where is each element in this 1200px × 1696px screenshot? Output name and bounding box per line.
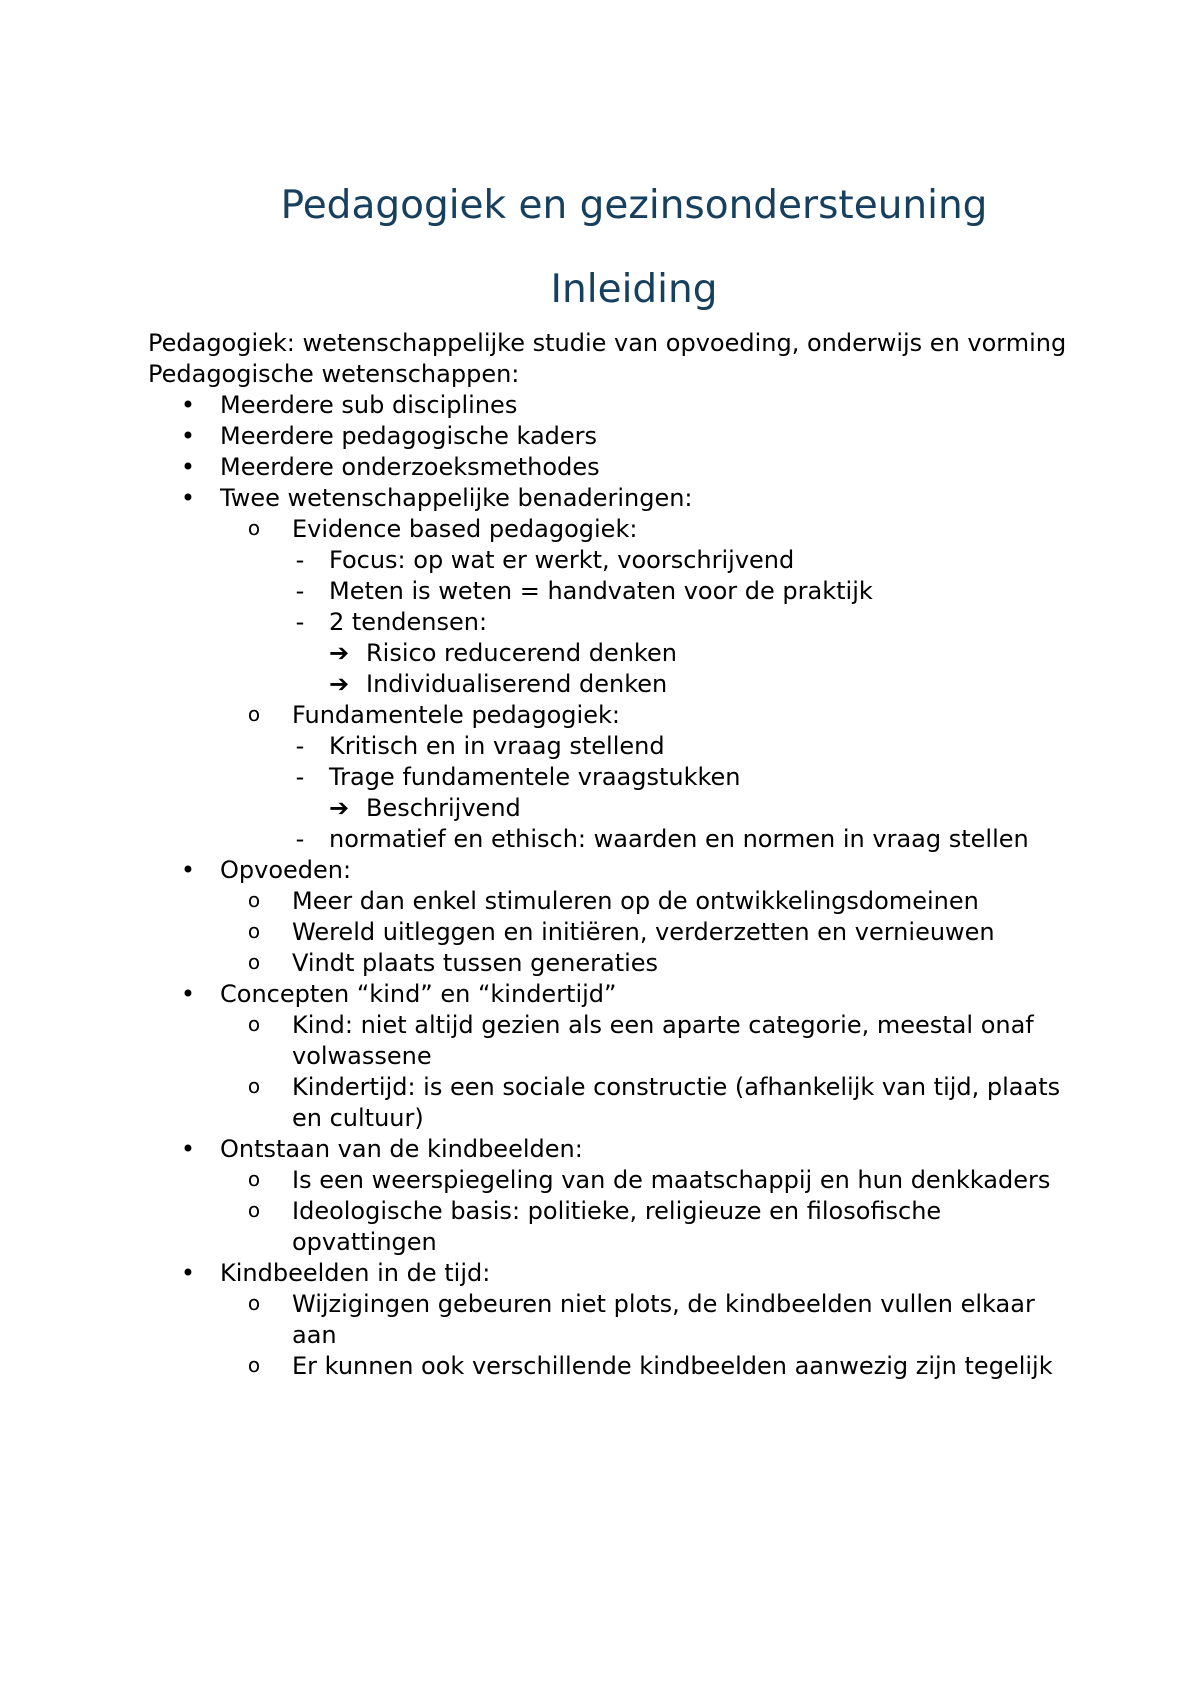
list-item-text: Opvoeden: (220, 856, 352, 884)
dash-list (292, 731, 1078, 855)
list-item-text: Vindt plaats tussen generaties (292, 949, 659, 977)
list-item (148, 979, 1078, 1134)
list-item (148, 421, 1078, 452)
dash-icon: - (295, 577, 305, 605)
subheading: Pedagogische wetenschappen: (148, 360, 520, 388)
circle-bullet-icon: o (247, 919, 261, 943)
list-item (148, 855, 1078, 979)
list-item-text: Evidence based pedagogiek: (292, 515, 638, 543)
document-title: Pedagogiek en gezinsondersteuning (280, 183, 988, 228)
list-item-text: Trage fundamentele vraagstukken (329, 763, 741, 791)
bullet-icon: • (180, 1135, 196, 1163)
list-item (148, 1134, 1078, 1258)
dash-icon: - (295, 825, 305, 853)
bullet-icon: • (180, 484, 196, 512)
list-item-text: Er kunnen ook verschillende kindbeelden aanwezig zijn tegelijk (292, 1352, 1053, 1380)
dash-list (292, 545, 1078, 700)
intro-paragraph: Pedagogiek: wetenschappelijke studie van opvoeding, onderwijs en vorming (148, 329, 1067, 357)
sub-list-item (220, 948, 1078, 979)
bullet-list (148, 390, 1078, 1382)
dash-list-item (292, 545, 1078, 576)
dash-icon: - (295, 763, 305, 791)
dash-list-item (292, 762, 1078, 824)
circle-bullet-icon: o (247, 702, 261, 726)
list-item-text: Concepten “kind” en “kindertijd” (220, 980, 617, 1008)
list-item-text: Meerdere pedagogische kaders (220, 422, 598, 450)
dash-icon: - (295, 608, 305, 636)
arrow-right-icon: ➔ (329, 794, 350, 822)
sub-list-item (220, 886, 1078, 917)
list-item-text: Meten is weten = handvaten voor de praktijk (329, 577, 873, 605)
circle-bullet-icon: o (247, 1167, 261, 1191)
bullet-icon: • (180, 1259, 196, 1287)
arrow-list-item (329, 638, 1078, 669)
list-item-text: Meer dan enkel stimuleren op de ontwikkelingsdomeinen (292, 887, 979, 915)
list-item-text: Kind: niet altijd gezien als een aparte categorie, meestal onaf volwassene (292, 1011, 1034, 1070)
sub-list-item (220, 514, 1078, 700)
circle-bullet-icon: o (247, 1291, 261, 1315)
bullet-icon: • (180, 856, 196, 884)
list-item-text: Ideologische basis: politieke, religieuze en filosofische opvattingen (292, 1197, 942, 1256)
list-item-text: Meerdere sub disciplines (220, 391, 518, 419)
dash-icon: - (295, 546, 305, 574)
dash-list-item (292, 576, 1078, 607)
circle-bullet-icon: o (247, 1074, 261, 1098)
list-item-text: Is een weerspiegeling van de maatschappij en hun denkkaders (292, 1166, 1051, 1194)
list-item-text: Kindertijd: is een sociale constructie (afhankelijk van tijd, plaats en cultuur) (292, 1073, 1061, 1132)
bullet-icon: • (180, 980, 196, 1008)
sub-list (220, 1165, 1078, 1258)
list-item (148, 452, 1078, 483)
list-item-text: Risico reducerend denken (366, 639, 677, 667)
document-body (148, 328, 1078, 1382)
dash-list-item (292, 731, 1078, 762)
sub-list (220, 514, 1078, 855)
sub-list-item (220, 1072, 1078, 1134)
arrow-right-icon: ➔ (329, 639, 350, 667)
list-item-text: Focus: op wat er werkt, voorschrijvend (329, 546, 795, 574)
list-item-text: Kindbeelden in de tijd: (220, 1259, 491, 1287)
list-item-text: Ontstaan van de kindbeelden: (220, 1135, 583, 1163)
circle-bullet-icon: o (247, 888, 261, 912)
list-item-text: Beschrijvend (366, 794, 521, 822)
circle-bullet-icon: o (247, 1353, 261, 1377)
list-item (148, 390, 1078, 421)
list-item-text: Wereld uitleggen en initiëren, verderzetten en vernieuwen (292, 918, 995, 946)
sub-list-item (220, 1351, 1078, 1382)
sub-list (220, 1289, 1078, 1382)
arrow-list (329, 638, 1078, 700)
list-item-text: Twee wetenschappelijke benaderingen: (220, 484, 693, 512)
arrow-right-icon: ➔ (329, 670, 350, 698)
sub-list (220, 1010, 1078, 1134)
circle-bullet-icon: o (247, 1012, 261, 1036)
list-item-text: Kritisch en in vraag stellend (329, 732, 665, 760)
sub-list (220, 886, 1078, 979)
bullet-icon: • (180, 422, 196, 450)
list-item-text: Meerdere onderzoeksmethodes (220, 453, 600, 481)
list-item (148, 1258, 1078, 1382)
list-item-text: 2 tendensen: (329, 608, 488, 636)
list-item-text: normatief en ethisch: waarden en normen in vraag stellen (329, 825, 1029, 853)
sub-list-item (220, 1289, 1078, 1351)
bullet-icon: • (180, 453, 196, 481)
sub-list-item (220, 1010, 1078, 1072)
list-item-text: Fundamentele pedagogiek: (292, 701, 620, 729)
sub-list-item (220, 1165, 1078, 1196)
sub-list-item (220, 700, 1078, 855)
sub-list-item (220, 917, 1078, 948)
arrow-list (329, 793, 1078, 824)
bullet-icon: • (180, 391, 196, 419)
circle-bullet-icon: o (247, 1198, 261, 1222)
list-item-text: Individualiserend denken (366, 670, 668, 698)
circle-bullet-icon: o (247, 950, 261, 974)
section-title: Inleiding (550, 267, 718, 312)
arrow-list-item (329, 669, 1078, 700)
arrow-list-item (329, 793, 1078, 824)
circle-bullet-icon: o (247, 516, 261, 540)
dash-icon: - (295, 732, 305, 760)
dash-list-item (292, 607, 1078, 700)
sub-list-item (220, 1196, 1078, 1258)
list-item-text: Wijzigingen gebeuren niet plots, de kindbeelden vullen elkaar aan (292, 1290, 1035, 1349)
dash-list-item (292, 824, 1078, 855)
list-item (148, 483, 1078, 855)
